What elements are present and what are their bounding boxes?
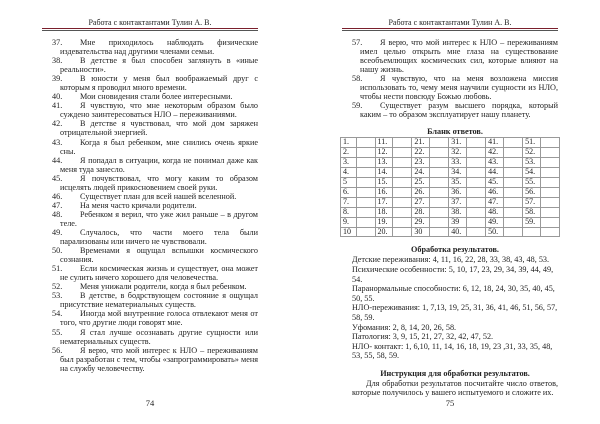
question-text: На меня часто кричали родители. bbox=[80, 200, 197, 210]
answer-row bbox=[341, 227, 560, 237]
question-text: Иногда мой внутренние голоса отвлекают меня от того, что другие люди говорят мне. bbox=[60, 309, 258, 328]
answer-number-cell: 51. bbox=[523, 138, 541, 148]
question-number: 37. bbox=[52, 38, 63, 47]
answer-number-cell: 7. bbox=[341, 197, 357, 207]
question-item bbox=[52, 92, 258, 101]
answer-blank-cell bbox=[467, 217, 486, 227]
scale-key-line: НЛО-переживания: 1, 7,13, 19, 25, 31, 36, 41, 46, 51, 56, 57, 58, 59. bbox=[352, 303, 558, 323]
question-item bbox=[52, 192, 258, 201]
question-item bbox=[352, 38, 558, 74]
question-text: В юности у меня был воображаемый друг с которым я проводил много времени. bbox=[60, 74, 258, 93]
answer-number-cell: 19. bbox=[375, 217, 393, 227]
answer-blank-cell bbox=[504, 187, 523, 197]
question-item bbox=[52, 246, 258, 264]
question-text: Когда я был ребенком, мне снились очень яркие сны. bbox=[60, 137, 258, 156]
question-item bbox=[52, 138, 258, 156]
answer-number-cell: 36. bbox=[449, 187, 467, 197]
answer-number-cell: 18. bbox=[375, 207, 393, 217]
header-rule bbox=[342, 28, 558, 31]
answer-number-cell: 10 bbox=[341, 227, 357, 237]
answer-blank-cell bbox=[467, 138, 486, 148]
answer-number-cell: 59. bbox=[523, 217, 541, 227]
answer-blank-cell bbox=[430, 158, 449, 168]
question-number: 55. bbox=[52, 327, 63, 337]
answer-blank-cell bbox=[393, 227, 412, 237]
answer-blank-cell bbox=[467, 187, 486, 197]
answer-number-cell: 50. bbox=[486, 227, 504, 237]
answer-number-cell: 38. bbox=[449, 207, 467, 217]
answer-number-cell: 35. bbox=[449, 178, 467, 188]
answer-blank-cell bbox=[504, 168, 523, 178]
answer-number-cell: 45. bbox=[486, 178, 504, 188]
answer-blank-cell bbox=[393, 138, 412, 148]
answer-blank-cell bbox=[430, 227, 449, 237]
answer-blank-cell bbox=[430, 187, 449, 197]
question-item bbox=[52, 210, 258, 228]
question-item bbox=[352, 74, 558, 101]
answer-number-cell: 5 bbox=[341, 178, 357, 188]
processing-title: Обработка результатов. bbox=[411, 245, 499, 255]
question-number: 51. bbox=[52, 264, 63, 274]
scale-key-line: Детские переживания: 4, 11, 16, 22, 28, 33, 38, 43, 48, 53. bbox=[352, 255, 550, 265]
question-item bbox=[52, 228, 258, 246]
question-number: 58. bbox=[352, 74, 363, 84]
question-item bbox=[352, 101, 558, 119]
answer-number-cell: 1. bbox=[341, 138, 357, 148]
answer-blank-cell bbox=[356, 178, 375, 188]
question-number: 38. bbox=[52, 56, 63, 66]
answer-number-cell: 43. bbox=[486, 158, 504, 168]
answer-blank-cell bbox=[467, 168, 486, 178]
answer-blank-cell bbox=[393, 158, 412, 168]
answer-sheet-title: Бланк ответов. bbox=[427, 127, 483, 137]
question-text: Мне приходилось наблюдать физические издевательства над другими членами семьи. bbox=[60, 38, 258, 57]
answer-blank-cell bbox=[504, 227, 523, 237]
question-text: Меня унижали родители, когда я был ребенком. bbox=[80, 282, 247, 292]
answer-number-cell bbox=[523, 227, 541, 237]
answer-blank-cell bbox=[541, 158, 560, 168]
running-header: Работа с контактантами Тулин А. В. bbox=[388, 18, 512, 27]
question-number: 47. bbox=[52, 200, 63, 210]
answer-blank-cell bbox=[504, 217, 523, 227]
answer-blank-cell bbox=[430, 178, 449, 188]
answer-blank-cell bbox=[356, 158, 375, 168]
answer-number-cell: 55. bbox=[523, 178, 541, 188]
answer-number-cell: 58. bbox=[523, 207, 541, 217]
answer-blank-cell bbox=[356, 168, 375, 178]
answer-blank-cell bbox=[356, 227, 375, 237]
question-item bbox=[52, 309, 258, 327]
answer-number-cell: 46. bbox=[486, 187, 504, 197]
question-text: Ребенком я верил, что уже жил раньше – в другом теле. bbox=[60, 209, 258, 228]
answer-number-cell: 16. bbox=[375, 187, 393, 197]
answer-number-cell: 3. bbox=[341, 158, 357, 168]
answer-number-cell: 32. bbox=[449, 148, 467, 158]
question-text: В детстве, в бодрствующем состояние я ощущал присутствие нематериальных существ. bbox=[60, 291, 258, 310]
answer-blank-cell bbox=[467, 148, 486, 158]
question-item bbox=[52, 101, 258, 119]
question-number: 50. bbox=[52, 246, 63, 256]
answer-number-cell: 26. bbox=[412, 187, 430, 197]
answer-blank-cell bbox=[504, 207, 523, 217]
answer-number-cell: 20. bbox=[375, 227, 393, 237]
answer-blank-cell bbox=[504, 158, 523, 168]
answer-number-cell: 15. bbox=[375, 178, 393, 188]
answer-row bbox=[341, 187, 560, 197]
answer-blank-cell bbox=[393, 168, 412, 178]
answer-blank-cell bbox=[393, 178, 412, 188]
answer-blank-cell bbox=[356, 138, 375, 148]
question-number: 53. bbox=[52, 291, 63, 301]
page-number: 74 bbox=[145, 398, 155, 408]
running-header: Работа с контактантами Тулин А. В. bbox=[88, 18, 212, 27]
answer-blank-cell bbox=[541, 168, 560, 178]
question-number: 45. bbox=[52, 173, 63, 183]
question-text: Я верю, что мой интерес к НЛО – переживаниям был разработан с тем, чтобы «запрограммировать» меня на службу человечеству. bbox=[60, 345, 258, 373]
answer-number-cell: 12. bbox=[375, 148, 393, 158]
question-item bbox=[52, 291, 258, 309]
answer-blank-cell bbox=[393, 207, 412, 217]
question-item bbox=[52, 174, 258, 192]
answer-number-cell: 34. bbox=[449, 168, 467, 178]
answer-blank-cell bbox=[430, 207, 449, 217]
answer-number-cell: 29. bbox=[412, 217, 430, 227]
question-item bbox=[52, 264, 258, 282]
answer-blank-cell bbox=[393, 187, 412, 197]
answer-row bbox=[341, 178, 560, 188]
answer-blank-cell bbox=[541, 138, 560, 148]
question-item bbox=[52, 156, 258, 174]
answer-blank-cell bbox=[541, 187, 560, 197]
instruction-title: Инструкция для обработки результатов. bbox=[380, 369, 530, 379]
answer-number-cell: 28. bbox=[412, 207, 430, 217]
answer-blank-cell bbox=[430, 138, 449, 148]
question-item bbox=[52, 201, 258, 210]
answer-number-cell: 8. bbox=[341, 207, 357, 217]
page-number: 75 bbox=[445, 398, 455, 408]
answer-blank-cell bbox=[504, 178, 523, 188]
question-number: 54. bbox=[52, 309, 63, 319]
answer-number-cell: 47. bbox=[486, 197, 504, 207]
answer-blank-cell bbox=[467, 207, 486, 217]
question-list bbox=[352, 38, 558, 119]
answer-blank-cell bbox=[430, 148, 449, 158]
question-number: 49. bbox=[52, 227, 63, 237]
question-number: 46. bbox=[52, 191, 63, 201]
scale-key-line: НЛО- контакт: 1, 6,10, 11, 14, 16, 18, 19, 23 ,31, 33, 35, 48, 53, 55, 58, 59. bbox=[352, 341, 553, 361]
question-list bbox=[52, 38, 258, 373]
answer-number-cell: 41. bbox=[486, 138, 504, 148]
question-number: 57. bbox=[352, 38, 363, 47]
answer-number-cell: 56. bbox=[523, 187, 541, 197]
question-number: 40. bbox=[52, 92, 63, 102]
answer-number-cell: 49. bbox=[486, 217, 504, 227]
answer-row bbox=[341, 207, 560, 217]
answer-number-cell: 21. bbox=[412, 138, 430, 148]
scale-key-line: Психические особенности: 5, 10, 17, 23, 29, 34, 39, 44, 49, 54. bbox=[352, 265, 554, 284]
answer-blank-cell bbox=[467, 197, 486, 207]
question-number: 41. bbox=[52, 101, 63, 111]
answer-number-cell: 9. bbox=[341, 217, 357, 227]
answer-blank-cell bbox=[393, 197, 412, 207]
answer-number-cell: 53. bbox=[523, 158, 541, 168]
answer-blank-cell bbox=[504, 138, 523, 148]
answer-number-cell: 33. bbox=[449, 158, 467, 168]
answer-number-cell: 27. bbox=[412, 197, 430, 207]
answer-number-cell: 6. bbox=[341, 187, 357, 197]
answer-number-cell: 4. bbox=[341, 168, 357, 178]
question-text: Я чувствую, что на меня возложена миссия использовать то, чему меня научили сущности из НЛО, чтобы нести повсюду Божью любовь. bbox=[360, 74, 558, 102]
answer-row bbox=[341, 138, 560, 148]
question-text: Существует план для всей нашей вселенной. bbox=[80, 191, 237, 201]
question-number: 56. bbox=[52, 345, 63, 355]
answer-blank-cell bbox=[393, 148, 412, 158]
answer-blank-cell bbox=[467, 227, 486, 237]
question-number: 48. bbox=[52, 209, 63, 219]
question-text: Мои сновидения стали более интересными. bbox=[80, 92, 233, 102]
question-number: 39. bbox=[52, 74, 63, 84]
question-item bbox=[52, 346, 258, 373]
processing-keys bbox=[352, 255, 558, 361]
question-text: Я стал лучше осознавать другие сущности или нематериальных существ. bbox=[60, 327, 258, 346]
answer-number-cell: 42. bbox=[486, 148, 504, 158]
answer-number-cell: 39 bbox=[449, 217, 467, 227]
answer-blank-cell bbox=[356, 187, 375, 197]
answer-row bbox=[341, 148, 560, 158]
answer-blank-cell bbox=[467, 178, 486, 188]
question-text: Я чувствую, что мне некоторым образом было суждено заинтересоваться НЛО – переживаниями. bbox=[60, 101, 258, 120]
answer-number-cell: 22. bbox=[412, 148, 430, 158]
answer-blank-cell bbox=[430, 168, 449, 178]
answer-number-cell: 30 bbox=[412, 227, 430, 237]
question-item bbox=[52, 119, 258, 137]
question-number: 44. bbox=[52, 155, 63, 165]
answer-number-cell: 23. bbox=[412, 158, 430, 168]
question-text: Я почувствовал, что могу каким то образом исцелять людей прикосновением своей руки. bbox=[60, 173, 258, 192]
answer-number-cell: 52. bbox=[523, 148, 541, 158]
answer-number-cell: 48. bbox=[486, 207, 504, 217]
right-page bbox=[300, 0, 600, 424]
answer-number-cell: 17. bbox=[375, 197, 393, 207]
question-text: В детстве я был способен заглянуть в «иные реальности». bbox=[60, 56, 258, 75]
answer-blank-cell bbox=[430, 197, 449, 207]
answer-blank-cell bbox=[541, 227, 560, 237]
answer-number-cell: 13. bbox=[375, 158, 393, 168]
question-text: В детстве я чувствовал, что мой дом заряжен отрицательной энергией. bbox=[60, 119, 258, 138]
answer-blank-cell bbox=[541, 178, 560, 188]
answer-number-cell: 57. bbox=[523, 197, 541, 207]
question-text: Временами я ощущал вспышки космического сознания. bbox=[60, 246, 258, 265]
question-text: Я попадал в ситуации, когда не понимал даже как меня туда занесло. bbox=[60, 155, 258, 174]
answer-blank-cell bbox=[541, 217, 560, 227]
answer-blank-cell bbox=[393, 217, 412, 227]
answer-blank-cell bbox=[430, 217, 449, 227]
answer-sheet-table bbox=[340, 137, 560, 237]
scale-key-line: Паранормальные способности: 6, 12, 18, 24, 30, 35, 40, 45, 50, 55. bbox=[352, 284, 555, 303]
answer-blank-cell bbox=[356, 148, 375, 158]
scale-key-line: Патология: 3, 9, 15, 21, 27, 32, 42, 47, 52. bbox=[352, 332, 494, 342]
answer-blank-cell bbox=[541, 197, 560, 207]
question-text: Существует разум высшего порядка, который каким – то образом эксплуатирует нашу планету. bbox=[360, 101, 558, 120]
answer-blank-cell bbox=[541, 207, 560, 217]
header-rule bbox=[42, 28, 258, 31]
question-text: Случалось, что части моего тела были парализованы или ничего не чувствовали. bbox=[60, 227, 258, 247]
answer-number-cell: 2. bbox=[341, 148, 357, 158]
answer-number-cell: 54. bbox=[523, 168, 541, 178]
question-number: 42. bbox=[52, 119, 63, 129]
answer-number-cell: 31. bbox=[449, 138, 467, 148]
question-item bbox=[52, 74, 258, 92]
answer-number-cell: 25. bbox=[412, 178, 430, 188]
answer-blank-cell bbox=[356, 207, 375, 217]
answer-blank-cell bbox=[504, 148, 523, 158]
question-number: 59. bbox=[352, 101, 363, 111]
answer-number-cell: 44. bbox=[486, 168, 504, 178]
question-text: Если космическая жизнь и существует, она может не сулить ничего хорошего для человечества. bbox=[60, 264, 258, 283]
answer-row bbox=[341, 168, 560, 178]
answer-number-cell: 14. bbox=[375, 168, 393, 178]
scale-key-line: Уфомания: 2, 8, 14, 20, 26, 58. bbox=[352, 322, 457, 332]
question-text: Я верю, что мой интерес к НЛО – переживаниям имел целью открыть мне глаза на существование всеобъемлющих космических сил, которые влияют на нашу жизнь. bbox=[360, 38, 558, 75]
answer-blank-cell bbox=[541, 148, 560, 158]
answer-blank-cell bbox=[467, 158, 486, 168]
question-item bbox=[52, 38, 258, 56]
instruction-text: Для обработки результатов посчитайте число ответов, которые получилось у вашего испытуемого и сложите их. bbox=[352, 379, 558, 398]
answer-blank-cell bbox=[504, 197, 523, 207]
question-number: 43. bbox=[52, 137, 63, 147]
answer-row bbox=[341, 217, 560, 227]
answer-row bbox=[341, 197, 560, 207]
answer-number-cell: 37. bbox=[449, 197, 467, 207]
answer-number-cell: 24. bbox=[412, 168, 430, 178]
right-content bbox=[343, 38, 558, 398]
question-number: 52. bbox=[52, 282, 63, 292]
question-item bbox=[52, 282, 258, 291]
answer-number-cell: 11. bbox=[375, 138, 393, 148]
question-item bbox=[52, 328, 258, 346]
answer-number-cell: 40. bbox=[449, 227, 467, 237]
answer-row bbox=[341, 158, 560, 168]
question-item bbox=[52, 56, 258, 74]
answer-blank-cell bbox=[356, 217, 375, 227]
answer-blank-cell bbox=[356, 197, 375, 207]
